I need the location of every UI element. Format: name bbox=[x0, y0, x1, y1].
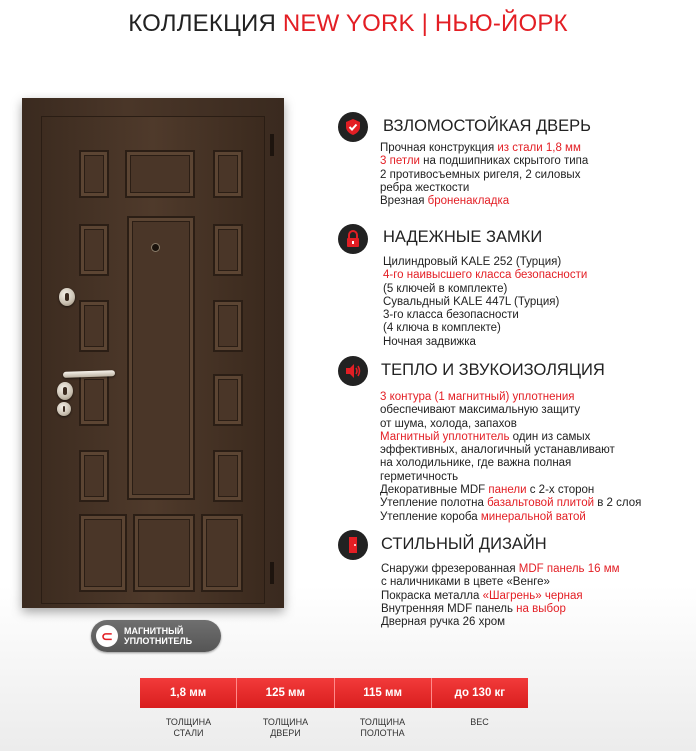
highlight-text: из стали 1,8 мм bbox=[497, 142, 581, 154]
lower-lock bbox=[57, 382, 73, 400]
shield-icon bbox=[338, 112, 368, 142]
spec-door-thickness: 125 мм bbox=[237, 678, 334, 708]
spec-steel-thickness: 1,8 мм bbox=[140, 678, 237, 708]
feature-line bbox=[380, 431, 641, 444]
highlight-text: минеральной ватой bbox=[480, 510, 586, 523]
body-text: Прочная конструкция bbox=[380, 142, 498, 154]
body-text: Утепление полотна bbox=[380, 497, 488, 510]
feature-title: НАДЕЖНЫЕ ЗАМКИ bbox=[383, 228, 543, 246]
feature-body bbox=[380, 391, 641, 524]
door-panel bbox=[213, 224, 243, 276]
feature-title: ТЕПЛО И ЗВУКОИЗОЛЯЦИЯ bbox=[381, 361, 605, 379]
magnet-seal-badge bbox=[91, 620, 221, 652]
body-text: герметичность bbox=[380, 470, 459, 483]
door-panel bbox=[79, 374, 109, 426]
body-text: Покраска металла bbox=[381, 589, 483, 602]
body-text: Снаружи фрезерованная bbox=[381, 563, 519, 575]
door-panel bbox=[127, 216, 195, 500]
title-accent: NEW YORK | НЬЮ-ЙОРК bbox=[282, 10, 568, 37]
door-panel bbox=[79, 224, 109, 276]
door-panel bbox=[133, 514, 195, 592]
body-text: Дверная ручка 26 хром bbox=[381, 616, 506, 629]
door-panel bbox=[213, 150, 243, 198]
feature-line bbox=[380, 511, 641, 524]
body-text: Внутренняя MDF панель bbox=[381, 602, 517, 615]
body-text: обеспечивают максимальную защиту bbox=[380, 404, 581, 417]
feature-line bbox=[380, 182, 588, 195]
highlight-text: базальтовой плитой bbox=[487, 497, 595, 510]
feature-line bbox=[380, 418, 641, 431]
door-leaf bbox=[41, 116, 265, 604]
feature-body bbox=[380, 142, 588, 208]
door-panel bbox=[79, 300, 109, 352]
feature-line bbox=[381, 563, 620, 576]
specs-labels bbox=[140, 717, 528, 739]
door-panel bbox=[213, 450, 243, 502]
body-text: (4 ключа в комплекте) bbox=[383, 322, 501, 335]
highlight-text: панели bbox=[488, 484, 527, 497]
body-text: эффективных, аналогичный устанавливают bbox=[380, 444, 615, 457]
highlight-text: «Шагрень» черная bbox=[482, 589, 583, 602]
body-text: Цилиндровый KALE 252 (Турция) bbox=[383, 256, 562, 268]
spec-label: ТОЛЩИНА СТАЛИ bbox=[165, 717, 212, 738]
body-text: (5 ключей в комплекте) bbox=[383, 282, 508, 295]
feature-line bbox=[380, 457, 641, 470]
feature-line bbox=[380, 444, 641, 457]
lock-icon bbox=[338, 224, 368, 254]
body-text: 2 противосъемных ригеля, 2 силовых bbox=[380, 168, 581, 181]
highlight-text: 3 петли bbox=[380, 155, 420, 168]
body-text: ребра жесткости bbox=[380, 181, 470, 194]
feature-line bbox=[380, 484, 641, 497]
highlight-text: Магнитный уплотнитель bbox=[380, 430, 510, 443]
feature-line bbox=[380, 142, 588, 155]
feature-line bbox=[380, 497, 641, 510]
feature-line bbox=[380, 195, 588, 208]
spec-label: ТОЛЩИНА ДВЕРИ bbox=[262, 717, 309, 738]
feature-line bbox=[381, 603, 620, 616]
feature-title: ВЗЛОМОСТОЙКАЯ ДВЕРЬ bbox=[383, 117, 592, 135]
badge-line1: МАГНИТНЫЙ bbox=[124, 626, 184, 636]
spec-weight: до 130 кг bbox=[454, 687, 506, 699]
highlight-text: 4-го наивысшего класса безопасности bbox=[383, 269, 588, 282]
door-panel bbox=[79, 450, 109, 502]
body-text: Врезная bbox=[380, 195, 428, 208]
body-text: 3-го класса безопасности bbox=[383, 309, 519, 322]
speaker-icon bbox=[338, 356, 368, 386]
door-panel bbox=[125, 150, 195, 198]
feature-line bbox=[383, 309, 587, 322]
body-text: один из самых bbox=[509, 430, 591, 443]
feature-title: СТИЛЬНЫЙ ДИЗАЙН bbox=[381, 535, 547, 553]
door-panel bbox=[213, 300, 243, 352]
highlight-text: 3 контура (1 магнитный) уплотнения bbox=[380, 391, 575, 403]
feature-line bbox=[380, 391, 641, 404]
door-icon bbox=[338, 530, 368, 560]
door-image bbox=[22, 98, 284, 610]
feature-line bbox=[381, 616, 620, 629]
badge-line2: УПЛОТНИТЕЛЬ bbox=[124, 636, 193, 646]
body-text: Сувальдный KALE 447L (Турция) bbox=[383, 295, 560, 308]
magnet-icon: ⊂ bbox=[96, 625, 118, 647]
feature-line bbox=[383, 322, 587, 335]
spec-label: ТОЛЩИНА ПОЛОТНА bbox=[359, 717, 406, 738]
specs-bar bbox=[140, 678, 528, 708]
body-text: на подшипниках скрытого типа bbox=[419, 155, 589, 168]
body-text: на холодильнике, где важна полная bbox=[380, 457, 572, 470]
feature-line bbox=[380, 404, 641, 417]
cylinder-lock bbox=[59, 288, 75, 306]
body-text: с наличниками в цвете «Венге» bbox=[381, 576, 550, 589]
peephole bbox=[152, 244, 159, 251]
feature-body bbox=[381, 563, 620, 629]
highlight-text: MDF панель 16 мм bbox=[518, 563, 620, 575]
title-prefix: КОЛЛЕКЦИЯ bbox=[128, 10, 276, 37]
spec-leaf-thickness: 115 мм bbox=[335, 678, 432, 708]
door-hinge bbox=[270, 134, 274, 156]
door-panel bbox=[201, 514, 243, 592]
spec-label: ВЕС bbox=[470, 717, 489, 727]
body-text: Декоративные MDF bbox=[380, 484, 489, 497]
body-text: Утепление короба bbox=[380, 510, 481, 523]
feature-line bbox=[381, 576, 620, 589]
feature-line bbox=[383, 296, 587, 309]
feature-line bbox=[380, 471, 641, 484]
highlight-text: броненакладка bbox=[427, 195, 510, 208]
body-text: в 2 слоя bbox=[594, 497, 642, 510]
body-text: Ночная задвижка bbox=[383, 335, 476, 348]
door-panel bbox=[213, 374, 243, 426]
feature-line bbox=[383, 336, 587, 349]
feature-line bbox=[383, 269, 587, 282]
keyhole-lock bbox=[57, 402, 71, 416]
highlight-text: на выбор bbox=[516, 602, 566, 615]
door-panel bbox=[79, 514, 127, 592]
feature-body bbox=[383, 256, 587, 349]
feature-line bbox=[383, 283, 587, 296]
door-panel bbox=[79, 150, 109, 198]
feature-line bbox=[380, 155, 588, 168]
feature-line bbox=[380, 169, 588, 182]
feature-line bbox=[381, 590, 620, 603]
page-title bbox=[0, 10, 696, 38]
door-hinge bbox=[270, 562, 274, 584]
body-text: от шума, холода, запахов bbox=[380, 417, 517, 430]
feature-line bbox=[383, 256, 587, 269]
body-text: с 2-х сторон bbox=[526, 484, 595, 497]
